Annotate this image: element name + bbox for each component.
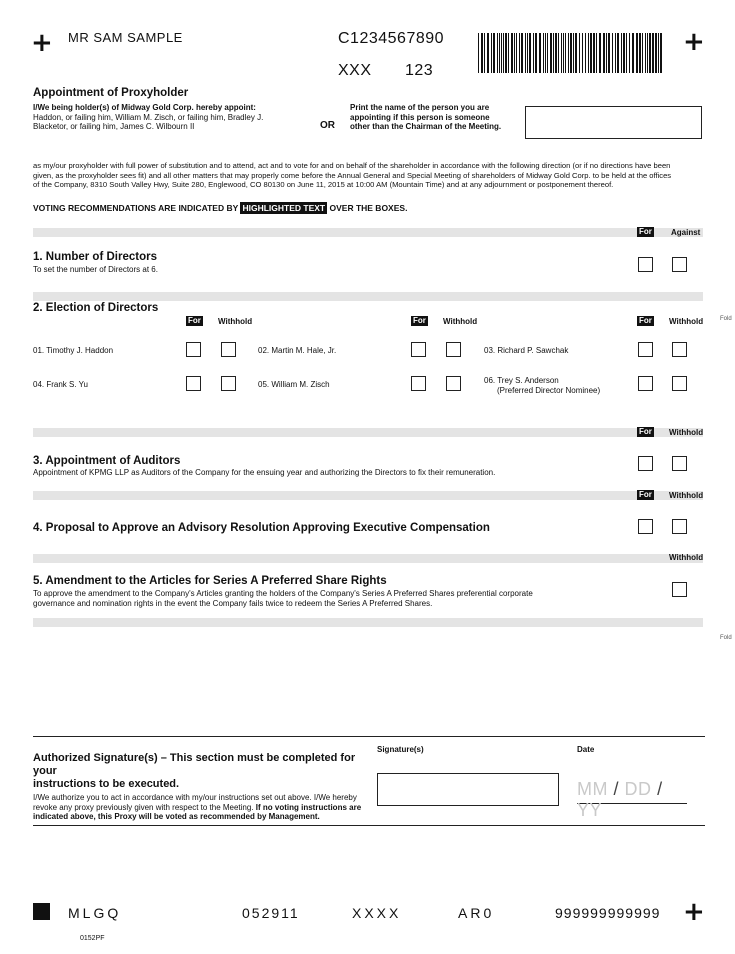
- signature-title: Authorized Signature(s) – This section must be completed for your: [33, 752, 356, 777]
- barcode-bar: [533, 33, 534, 73]
- item3-description: Appointment of KPMG LLP as Auditors of the Company for the ensuing year and authorizing the Directors to fix their remuneration.: [33, 468, 496, 477]
- withhold-label: Withhold: [669, 491, 704, 500]
- director1-withhold-checkbox[interactable]: [221, 342, 236, 357]
- item4-withhold-checkbox[interactable]: [672, 519, 687, 534]
- director5-for-checkbox[interactable]: [411, 376, 426, 391]
- item1-description: To set the number of Directors at 6.: [33, 265, 158, 274]
- barcode-bar: [649, 33, 651, 73]
- barcode-bar: [539, 33, 541, 73]
- barcode-bar: [550, 33, 552, 73]
- barcode-bar: [623, 33, 625, 73]
- registration-mark: +: [683, 27, 705, 57]
- fold-mark: Fold: [720, 316, 732, 322]
- barcode-bar: [608, 33, 610, 73]
- barcode-bar: [497, 33, 498, 73]
- or-label: OR: [320, 120, 335, 131]
- director2-for-checkbox[interactable]: [411, 342, 426, 357]
- barcode-bar: [636, 33, 638, 73]
- section-band: [33, 292, 703, 301]
- for-label-highlighted: For: [188, 316, 201, 325]
- barcode-bar: [647, 33, 648, 73]
- proxyholder-name-field[interactable]: [525, 106, 702, 139]
- director4-for-checkbox[interactable]: [186, 376, 201, 391]
- item5-withhold-checkbox[interactable]: [672, 582, 687, 597]
- director-name: 03. Richard P. Sawchak: [484, 346, 569, 355]
- barcode-bar: [521, 33, 523, 73]
- account-code-left: XXX: [338, 62, 372, 79]
- barcode-bar: [514, 33, 515, 73]
- barcode-bar: [642, 33, 643, 73]
- for-label-highlighted: For: [639, 316, 652, 325]
- barcode-bar: [553, 33, 554, 73]
- barcode-bar: [478, 33, 479, 73]
- barcode-bar: [579, 33, 580, 73]
- date-slash: /: [613, 779, 620, 799]
- barcode-bar: [585, 33, 586, 73]
- divider: [33, 825, 705, 826]
- section-band: [33, 491, 703, 500]
- barcode-bar: [599, 33, 601, 73]
- item3-title: 3. Appointment of Auditors: [33, 455, 181, 467]
- barcode-bar: [499, 33, 500, 73]
- barcode-bar: [632, 33, 634, 73]
- appointment-line: Haddon, or failing him, William M. Zisch, or failing him, Bradley J.: [33, 112, 264, 122]
- director-name: 05. William M. Zisch: [258, 380, 330, 389]
- barcode-bar: [525, 33, 526, 73]
- for-label-highlighted: For: [639, 490, 652, 499]
- barcode-bar: [568, 33, 569, 73]
- barcode-bar: [593, 33, 595, 73]
- barcode-bar: [484, 33, 485, 73]
- item5-description: governance and nomination rights in the event the Company fails twice to redeem the Series A Preferred Shares.: [33, 598, 433, 608]
- signature-label: Signature(s): [377, 745, 424, 754]
- for-label-highlighted: For: [413, 316, 426, 325]
- holder-name: MR SAM SAMPLE: [68, 30, 183, 45]
- item5-title: 5. Amendment to the Articles for Series A Preferred Share Rights: [33, 575, 387, 587]
- item2-title: 2. Election of Directors: [33, 302, 159, 314]
- barcode-bar: [527, 33, 528, 73]
- barcode-bar: [596, 33, 597, 73]
- barcode-bar: [543, 33, 544, 73]
- item4-title: 4. Proposal to Approve an Advisory Resolution Approving Executive Compensation: [33, 522, 490, 534]
- form-code: 0152PF: [80, 935, 105, 942]
- registration-square: [33, 903, 50, 920]
- barcode-bar: [529, 33, 531, 73]
- director4-withhold-checkbox[interactable]: [221, 376, 236, 391]
- section-band: [33, 554, 703, 563]
- barcode-bar: [573, 33, 574, 73]
- barcode-bar: [481, 33, 483, 73]
- date-month-placeholder: MM: [577, 779, 608, 799]
- section-band: [33, 428, 703, 437]
- signature-body-bold: indicated above, this Proxy will be voted as recommended by Management.: [33, 812, 320, 821]
- withhold-label: Withhold: [218, 317, 253, 326]
- barcode-bar: [660, 33, 662, 73]
- for-label-highlighted: For: [639, 227, 652, 236]
- recommendation-text: VOTING RECOMMENDATIONS ARE INDICATED BY: [33, 203, 239, 213]
- withhold-label: Withhold: [669, 317, 704, 326]
- director5-withhold-checkbox[interactable]: [446, 376, 461, 391]
- barcode-bar: [575, 33, 577, 73]
- director1-for-checkbox[interactable]: [186, 342, 201, 357]
- withhold-label: Withhold: [443, 317, 478, 326]
- barcode-bar: [652, 33, 654, 73]
- date-field[interactable]: [577, 779, 687, 820]
- for-label-highlighted: For: [639, 427, 652, 436]
- date-day-placeholder: DD: [624, 779, 652, 799]
- signature-body: I/We authorize you to act in accordance with my/our instructions set out above. I/We hereby: [33, 793, 357, 802]
- date-slash: /: [657, 779, 663, 799]
- date-label: Date: [577, 745, 595, 754]
- barcode-bar: [555, 33, 557, 73]
- account-code-right: 123: [405, 62, 434, 79]
- barcode-bar: [505, 33, 507, 73]
- signature-body-bold: If no voting instructions are: [255, 802, 362, 812]
- footer-code: AR0: [458, 905, 495, 921]
- director3-for-checkbox[interactable]: [638, 342, 653, 357]
- barcode-bar: [558, 33, 559, 73]
- director-name: 04. Frank S. Yu: [33, 380, 88, 389]
- barcode-bar: [588, 33, 589, 73]
- barcode-bar: [547, 33, 548, 73]
- barcode-bar: [501, 33, 502, 73]
- footer-code: 999999999999: [555, 905, 661, 921]
- barcode-bar: [621, 33, 622, 73]
- director6-for-checkbox[interactable]: [638, 376, 653, 391]
- barcode-bar: [563, 33, 564, 73]
- barcode-bar: [503, 33, 504, 73]
- voting-recommendation: [33, 203, 407, 213]
- director-name: 02. Martin M. Hale, Jr.: [258, 346, 337, 355]
- appointment-line: Blacketor, or failing him, James C. Wilbourn II: [33, 122, 195, 131]
- proxy-text-line: given, as the proxyholder sees fit) and all other matters that may properly come before the Annual General and Special Meeting of shareholders of Midway Gold Corp. to be held at the offices: [33, 170, 672, 180]
- barcode-bar: [535, 33, 537, 73]
- barcode-bar: [570, 33, 572, 73]
- barcode-bar: [565, 33, 566, 73]
- barcode-bar: [487, 33, 489, 73]
- barcode-bar: [491, 33, 492, 73]
- item3-for-checkbox[interactable]: [638, 456, 653, 471]
- signature-field[interactable]: [377, 773, 559, 806]
- withhold-label: Withhold: [669, 553, 704, 562]
- section-band: [33, 228, 703, 237]
- barcode-bar: [606, 33, 607, 73]
- director-name: 06. Trey S. Anderson: [484, 376, 559, 385]
- barcode-bar: [516, 33, 517, 73]
- director3-withhold-checkbox[interactable]: [672, 342, 687, 357]
- barcode-bar: [545, 33, 546, 73]
- director2-withhold-checkbox[interactable]: [446, 342, 461, 357]
- section-band: [33, 618, 703, 627]
- control-number: C1234567890: [338, 30, 445, 47]
- item5-description: To approve the amendment to the Company's Articles granting the holders of the Company's Series A Preferred Shares preferential corporate: [33, 589, 533, 598]
- barcode-bar: [590, 33, 592, 73]
- item1-for-checkbox[interactable]: [638, 257, 653, 272]
- barcode-bar: [658, 33, 659, 73]
- print-instruction: appointing if this person is someone: [350, 112, 490, 122]
- barcode-bar: [508, 33, 509, 73]
- proxy-text-line: of the Company, 8310 South Valley Hwy, Suite 280, Englewood, CO 80130 on June 11, 2015 at 10:00 AM (Mountain Time) and at any adjournment or postponement thereof.: [33, 180, 614, 189]
- item3-withhold-checkbox[interactable]: [672, 456, 687, 471]
- signature-body: revoke any proxy previously given with respect to the Meeting.: [33, 802, 254, 812]
- footer-code: 052911: [242, 905, 300, 921]
- barcode-bar: [511, 33, 513, 73]
- registration-mark: +: [683, 897, 705, 927]
- director-name: 01. Timothy J. Haddon: [33, 346, 114, 355]
- barcode-bar: [519, 33, 520, 73]
- director-note: (Preferred Director Nominee): [497, 386, 601, 395]
- item1-against-checkbox[interactable]: [672, 257, 687, 272]
- barcode-bar: [493, 33, 495, 73]
- appointment-title: Appointment of Proxyholder: [33, 87, 189, 99]
- proxy-text-line: as my/our proxyholder with full power of substitution and to attend, act and to vote for and on behalf of the shareholder in accordance with the following direction (or if no directions have been: [33, 161, 671, 170]
- registration-mark: +: [31, 28, 53, 58]
- barcode-bar: [615, 33, 616, 73]
- barcode: [478, 33, 664, 73]
- appointment-line: I/We being holder(s) of Midway Gold Corp. hereby appoint:: [33, 103, 256, 112]
- barcode-bar: [561, 33, 562, 73]
- footer-code: XXXX: [352, 905, 402, 921]
- item1-title: 1. Number of Directors: [33, 251, 157, 263]
- signature-title: instructions to be executed.: [33, 778, 180, 790]
- recommendation-text: OVER THE BOXES.: [329, 203, 408, 213]
- footer-code: MLGQ: [68, 905, 122, 921]
- barcode-bar: [639, 33, 641, 73]
- barcode-bar: [603, 33, 605, 73]
- director6-withhold-checkbox[interactable]: [672, 376, 687, 391]
- divider: [33, 736, 705, 737]
- date-year-placeholder: YY: [577, 800, 603, 820]
- barcode-bar: [645, 33, 646, 73]
- print-instruction: Print the name of the person you are: [350, 103, 490, 112]
- fold-mark: Fold: [720, 635, 732, 641]
- barcode-bar: [626, 33, 627, 73]
- withhold-label: Withhold: [669, 428, 704, 437]
- highlighted-text-sample: HIGHLIGHTED TEXT: [242, 203, 326, 213]
- barcode-bar: [617, 33, 619, 73]
- item4-for-checkbox[interactable]: [638, 519, 653, 534]
- print-instruction: other than the Chairman of the Meeting.: [350, 122, 502, 131]
- barcode-bar: [629, 33, 630, 73]
- barcode-bar: [655, 33, 657, 73]
- against-label: Against: [671, 228, 701, 237]
- barcode-bar: [582, 33, 583, 73]
- barcode-bar: [612, 33, 613, 73]
